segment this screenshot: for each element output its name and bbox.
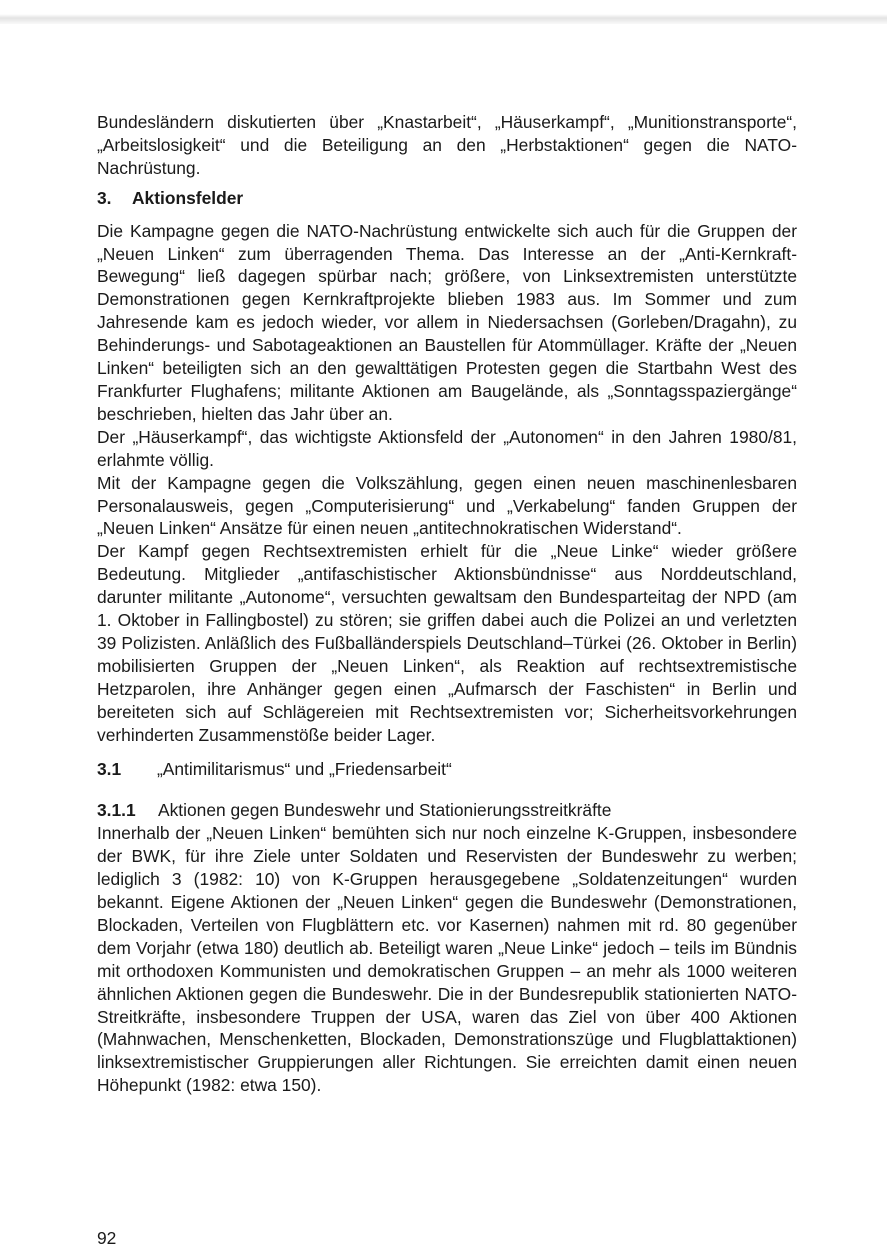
section-heading-3-1-1 [97,799,797,822]
page-number: 92 [97,1228,117,1248]
section-number: 3.1 [97,759,122,780]
section-heading-3-1 [97,758,797,781]
section-number: 3. [97,187,112,208]
document-page [97,111,797,1097]
intro-paragraph: Bundesländern diskutierten über „Knastarbeit“, „Häuserkampf“, „Munitionstransporte“, „Arbeitslosigkeit“ und die Beteiligung an den „Herbstaktionen“ gegen die NATO-Nachrüstung. [97,112,797,178]
section-title: Aktionen gegen Bundeswehr und Stationierungsstreitkräfte [158,800,612,821]
section-heading-3 [97,187,797,210]
section-title: „Antimilitarismus“ und „Friedensarbeit“ [157,759,452,780]
paragraph-rechtsextremisten: Der Kampf gegen Rechtsextremisten erhielt für die „Neue Linke“ wieder größere Bedeutung. Mitglieder „antifaschistischer Aktionsbündnisse“ aus Norddeutschland, darunter militante „Autonome“, versuchten gewaltsam den Bundesparteitag der NPD (am 1. Oktober in Fallingbostel) zu stören; sie griffen dabei auch die Polizei an und verletzten 39 Polizisten. Anläßlich des Fußballänderspiels Deutschland–Türkei (26. Oktober in Berlin) mobilisierten Gruppen der „Neuen Linken“, als Reaktion auf rechtsextremistische Hetzparolen, ihre Anhänger gegen einen „Aufmarsch der Faschisten“ in Berlin und bereiteten sich auf Schlägereien mit Rechtsextremisten vor; Sicherheitsvorkehrungen verhinderten Zusammenstöße beider Lager. [97,541,797,745]
paragraph-haeuserkampf: Der „Häuserkampf“, das wichtigste Aktionsfeld der „Autonomen“ in den Jahren 1980/81, erlahmte völlig. [97,426,797,470]
paragraph-bundeswehr: Innerhalb der „Neuen Linken“ bemühten sich nur noch einzelne K-Gruppen, insbesondere der BWK, für ihre Ziele unter Soldaten und Reservisten der Bundeswehr zu werben; lediglich 3 (1982: 10) von K-Gruppen herausgegebene „Soldatenzeitungen“ wurden bekannt. Eigene Aktionen der „Neuen Linken“ gegen die Bundeswehr (Demonstrationen, Blockaden, Verteilen von Flugblättern etc. vor Kasernen) nahmen mit rd. 80 gegenüber dem Vorjahr (etwa 180) deutlich ab. Beteiligt waren „Neue Linke“ jedoch – teils im Bündnis mit orthodoxen Kommunisten und demokratischen Gruppen – an mehr als 1000 weiteren ähnlichen Aktionen gegen die Bundeswehr. Die in der Bundesrepublik stationierten NATO-Streitkräfte, insbesondere Truppen der USA, waren das Ziel von über 400 Aktionen (Mahnwachen, Menschenketten, Blockaden, Demonstrationszüge und Flugblattaktionen) linksextremistischer Gruppierungen aller Richtungen. Sie erreichten damit einen neuen Höhepunkt (1982: etwa 150). [97,823,797,1096]
scan-edge-shadow [0,14,887,24]
paragraph-volkszaehlung: Mit der Kampagne gegen die Volkszählung, gegen einen neuen maschinenlesbaren Personalausweis, gegen „Computerisierung“ und „Verkabelung“ fanden Gruppen der „Neuen Linken“ Ansätze für einen neuen „antitechnokratischen Widerstand“. [97,472,797,539]
paragraph-nachruestung: Die Kampagne gegen die NATO-Nachrüstung entwickelte sich auch für die Gruppen der „Neuen Linken“ zum überragenden Thema. Das Interesse an der „Anti-Kernkraft-Bewegung“ ließ dagegen spürbar nach; größere, von Linksextremisten unterstützte Demonstrationen gegen Kernkraftprojekte blieben 1983 aus. Im Sommer und zum Jahresende kam es jedoch wieder, vor allem in Niedersachsen (Gorleben/Dragahn), zu Behinderungs- und Sabotageaktionen an Baustellen für Atommüllager. Kräfte der „Neuen Linken“ beteiligten sich an den gewalttätigen Protesten gegen die Startbahn West des Frankfurter Flughafens; militante Aktionen am Baugelände, als „Sonntagsspaziergänge“ beschrieben, hielten das Jahr über an. [97,220,797,424]
section-number: 3.1.1 [97,800,136,821]
section-title: Aktionsfelder [132,187,244,208]
